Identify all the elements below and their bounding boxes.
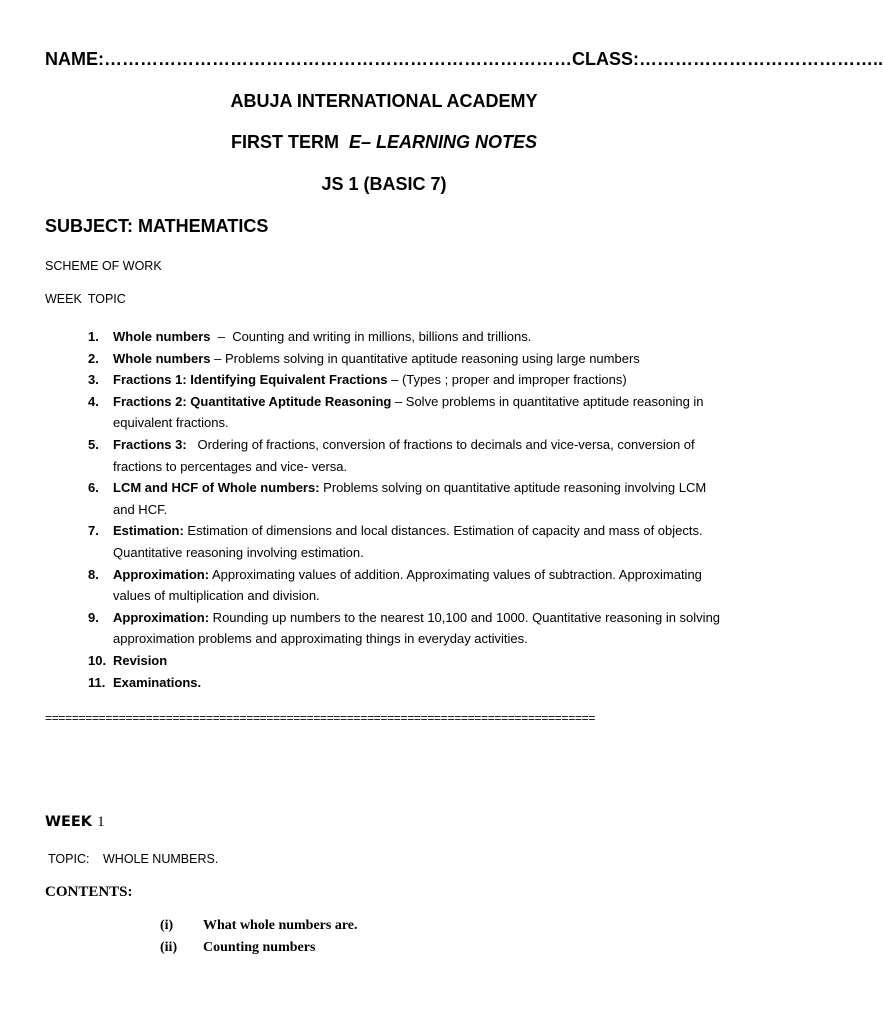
list-item-title: Whole numbers [113,329,211,344]
scheme-list-item [88,650,728,672]
list-item-number: 2. [88,350,99,366]
list-item-number: 1. [88,329,99,344]
contents-item-numeral: (i) [160,918,174,933]
contents-label: CONTENTS: [45,884,133,900]
divider-line: ================================================================================== [45,711,596,725]
scheme-list-item [88,348,728,370]
scheme-list-item [88,672,728,694]
list-item-description: – Problems solving in quantitative aptitude reasoning using large numbers [210,350,640,366]
list-item-number: 6. [88,480,99,496]
list-item-description: Rounding up numbers to the nearest 10,100 and 1000. Quantitative reasoning in solving approximation problems and approximating things in everyday activities. [113,609,724,647]
school-name: ABUJA INTERNATIONAL ACADEMY [230,91,538,111]
scheme-list-item [88,520,728,563]
topic-value: WHOLE NUMBERS. [103,852,219,866]
scheme-list-item [88,391,728,434]
list-item-title: Fractions 3: [113,436,187,452]
list-item-description: Approximating values of addition. Approximating values of subtraction. Approximating values of multiplication and division. [113,566,706,604]
contents-item-numeral: (ii) [160,940,178,955]
list-item-title: Fractions 2: Quantitative Aptitude Reasoning [113,393,392,409]
list-item-number: 5. [88,436,99,452]
list-item-number: 3. [88,372,99,388]
list-item-description: – Solve problems in quantitative aptitude reasoning in equivalent fractions. [113,393,708,431]
scheme-list-item [88,564,728,607]
list-item-number: 8. [88,566,99,582]
week-1-topic [48,852,218,866]
week-topic-header [45,292,126,306]
list-item-number: 10. [88,652,107,668]
scheme-of-work-list [88,326,728,693]
list-item-title: Examinations. [113,674,202,690]
list-item-description: Ordering of fractions, conversion of fractions to decimals and vice-versa, conversion of fractions to percentages and vice- versa. [113,436,699,474]
scheme-list-item [88,369,728,391]
week-number: 1 [97,814,105,830]
term-label: FIRST TERM [230,132,339,152]
topic-label: TOPIC: [48,852,90,866]
subject-heading: SUBJECT: MATHEMATICS [45,216,269,236]
contents-item [160,940,315,956]
list-item-title: Approximation: [113,566,210,582]
list-item-description: – (Types ; proper and improper fractions) [387,372,627,388]
list-item-description: Estimation of dimensions and local distances. Estimation of capacity and mass of objects. Quantitative reasoning involving estimation. [113,523,707,560]
list-item-title: Estimation: [113,523,184,539]
list-item-title: Approximation: [113,609,210,625]
name-class-line: NAME:……………………………………………………………………CLASS:………………………………….. [45,49,883,69]
list-item-number: 11. [88,674,106,690]
list-item-title: Whole numbers [113,350,211,366]
scheme-list-item [88,607,728,650]
class-level: JS 1 (BASIC 7) [321,174,447,194]
list-item-title: Fractions 1: Identifying Equivalent Fractions [113,372,388,388]
e-learning-notes-label: E– LEARNING NOTES [348,132,538,152]
contents-item [160,918,358,934]
list-item-title: LCM and HCF of Whole numbers: [113,480,320,496]
scheme-list-item [88,326,728,348]
topic-column-label: TOPIC [87,292,126,306]
list-item-number: 4. [88,393,99,409]
list-item-number: 7. [88,523,99,539]
list-item-number: 9. [88,609,99,625]
list-item-description: – Counting and writing in millions, billions and trillions. [210,329,532,344]
contents-item-text: What whole numbers are. [203,918,358,933]
contents-item-text: Counting numbers [203,940,316,955]
scheme-list-item [88,434,728,477]
scheme-list-item [88,477,728,520]
scheme-of-work-label: SCHEME OF WORK [45,259,162,273]
list-item-title: Revision [113,652,168,668]
week-1-heading [45,814,105,831]
list-item-description: Problems solving on quantitative aptitude reasoning involving LCM and HCF. [113,480,710,517]
week-column-label: WEEK [45,292,82,306]
week-label: WEEK [45,814,93,830]
term-title [0,132,768,153]
